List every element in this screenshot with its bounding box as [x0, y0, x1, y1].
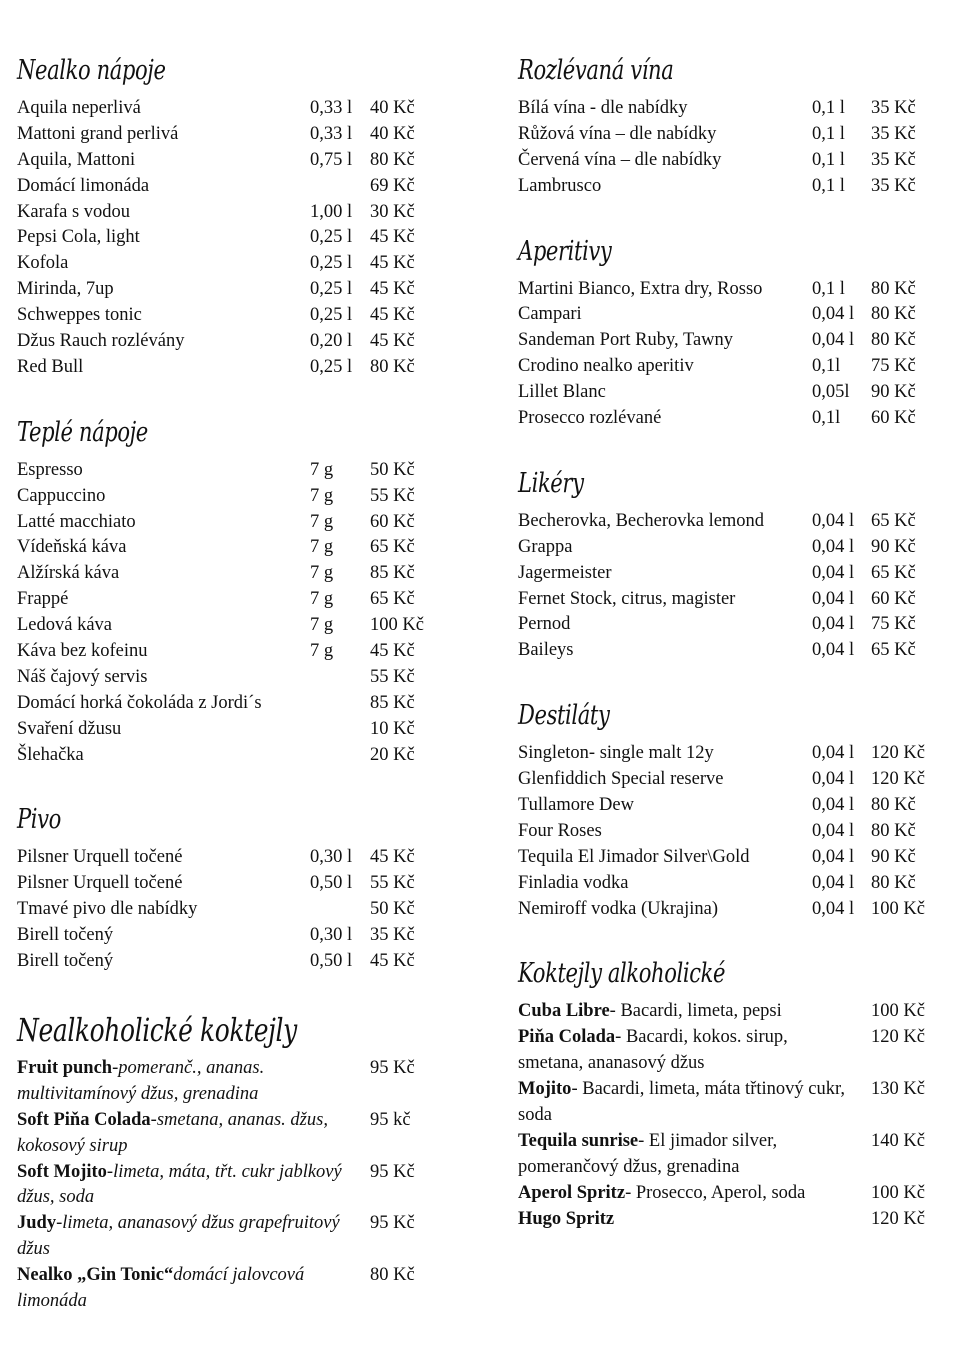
item-price: 65 Kč — [370, 537, 415, 558]
item-name: Crodino nealko aperitiv — [518, 356, 694, 377]
cocktail-name: Mojito — [518, 1079, 572, 1100]
cocktail-text — [17, 1263, 347, 1315]
menu-item — [518, 328, 948, 354]
item-volume: 0,30 l — [310, 847, 353, 868]
menu-item — [518, 612, 948, 638]
cocktail-description: - Prosecco, Aperol, soda — [625, 1182, 806, 1203]
menu-item — [17, 923, 457, 949]
item-name: Espresso — [17, 459, 83, 480]
right-column — [518, 52, 948, 1266]
menu-list — [17, 96, 457, 381]
cocktail-item — [518, 999, 948, 1025]
menu-item — [17, 561, 457, 587]
item-name: Domácí horká čokoláda z Jordi´s — [17, 692, 262, 713]
cocktail-item — [518, 1129, 948, 1181]
item-volume: 0,04 l — [812, 510, 855, 531]
item-name: Mattoni grand perlivá — [17, 123, 179, 144]
cocktail-price: 95 kč — [370, 1109, 411, 1130]
item-name: Tullamore Dew — [518, 795, 634, 816]
menu-item — [17, 122, 457, 148]
item-name: Frappé — [17, 589, 69, 610]
item-volume: 0,50 l — [310, 873, 353, 894]
item-price: 60 Kč — [370, 511, 415, 532]
section-likery — [518, 465, 948, 664]
cocktail-price: 120 Kč — [871, 1027, 925, 1048]
menu-item — [17, 458, 457, 484]
item-name: Lambrusco — [518, 175, 602, 196]
item-price: 20 Kč — [370, 744, 415, 765]
item-volume: 7 g — [310, 641, 334, 662]
item-price: 80 Kč — [871, 872, 916, 893]
cocktail-name: Aperol Spritz — [518, 1182, 626, 1203]
item-volume: 7 g — [310, 589, 334, 610]
menu-item — [17, 277, 457, 303]
cocktail-description: pomeranč., ananas. multivitamínový džus, grenadina — [17, 1057, 265, 1104]
menu-item — [17, 174, 457, 200]
item-name: Džus Rauch rozlévány — [17, 331, 185, 352]
item-volume: 0,04 l — [812, 795, 855, 816]
menu-item — [17, 484, 457, 510]
menu-item — [17, 225, 457, 251]
item-name: Aquila neperlivá — [17, 98, 141, 118]
menu-item — [17, 691, 457, 717]
item-price: 60 Kč — [871, 408, 916, 429]
item-name: Vídeňská káva — [17, 537, 127, 558]
item-volume: 0,04 l — [812, 536, 855, 557]
cocktail-price: 140 Kč — [871, 1131, 925, 1152]
item-price: 55 Kč — [370, 485, 415, 506]
cocktail-price: 95 Kč — [370, 1213, 415, 1234]
item-price: 35 Kč — [871, 175, 916, 196]
item-volume: 0,33 l — [310, 123, 353, 144]
cocktail-name: Soft Mojito — [17, 1161, 107, 1182]
item-price: 45 Kč — [370, 227, 415, 248]
item-price: 80 Kč — [871, 820, 916, 841]
item-price: 60 Kč — [871, 588, 916, 609]
menu-item — [17, 355, 457, 381]
cocktail-text — [518, 1207, 848, 1233]
section-title: Teplé nápoje — [17, 416, 148, 448]
cocktail-description: domácí jalovcová limonáda — [17, 1265, 305, 1312]
section-nealko — [17, 52, 457, 381]
item-name: Nemiroff vodka (Ukrajina) — [518, 898, 719, 919]
menu-item — [17, 743, 457, 769]
cocktail-price: 100 Kč — [871, 1182, 925, 1203]
cocktail-list — [518, 999, 948, 1232]
cocktail-text — [17, 1211, 347, 1263]
item-volume: 0,04 l — [812, 614, 855, 635]
menu-item — [518, 174, 948, 200]
menu-item — [17, 639, 457, 665]
cocktail-text — [518, 1077, 848, 1129]
cocktail-description: - Bacardi, kokos. sirup, smetana, ananasový džus — [518, 1027, 788, 1074]
item-volume: 0,04 l — [812, 872, 855, 893]
item-name: Baileys — [518, 640, 574, 661]
item-price: 45 Kč — [370, 331, 415, 352]
item-price: 90 Kč — [871, 536, 916, 557]
item-volume: 1,00 l — [310, 201, 353, 222]
item-name: Šlehačka — [17, 744, 84, 765]
section-title: Nealkoholické koktejly — [17, 1010, 297, 1049]
cocktail-price: 100 Kč — [871, 1001, 925, 1022]
cocktail-item — [17, 1108, 457, 1160]
section-title: Nealko nápoje — [17, 55, 166, 86]
menu-item — [17, 329, 457, 355]
menu-item — [17, 148, 457, 174]
menu-item — [518, 96, 948, 122]
item-name: Birell točený — [17, 951, 114, 972]
cocktail-name: Judy — [17, 1213, 57, 1234]
item-volume: 0,04 l — [812, 330, 855, 351]
item-name: Finladia vodka — [518, 872, 629, 893]
section-title: Koktejly alkoholické — [518, 958, 726, 990]
menu-item — [17, 949, 457, 975]
item-price: 80 Kč — [370, 149, 415, 170]
menu-item — [17, 251, 457, 277]
item-price: 55 Kč — [370, 666, 415, 687]
menu-list — [518, 741, 948, 922]
menu-list — [17, 845, 457, 974]
cocktail-name: Piňa Colada — [518, 1027, 616, 1048]
menu-item — [518, 741, 948, 767]
cocktail-text — [17, 1056, 347, 1108]
item-price: 10 Kč — [370, 718, 415, 739]
item-price: 100 Kč — [370, 615, 424, 636]
item-price: 45 Kč — [370, 279, 415, 300]
section-alk-koktejly — [518, 955, 948, 1232]
item-name: Alžírská káva — [17, 563, 120, 584]
item-price: 75 Kč — [871, 356, 916, 377]
item-volume: 0,25 l — [310, 227, 353, 248]
item-volume: 0,04 l — [812, 846, 855, 867]
menu-item — [518, 380, 948, 406]
item-price: 69 Kč — [370, 175, 415, 196]
section-title: Aperitivy — [518, 235, 612, 267]
cocktail-name: Nealko „Gin Tonic“ — [17, 1265, 174, 1286]
item-volume: 0,20 l — [310, 331, 353, 352]
item-price: 120 Kč — [871, 769, 925, 790]
cocktail-text — [518, 1025, 848, 1077]
item-price: 80 Kč — [871, 795, 916, 816]
menu-item — [518, 122, 948, 148]
item-name: Pernod — [518, 614, 571, 635]
item-price: 85 Kč — [370, 563, 415, 584]
item-name: Karafa s vodou — [17, 201, 131, 222]
item-volume: 0,1 l — [812, 278, 845, 299]
item-price: 80 Kč — [370, 356, 415, 377]
cocktail-item — [518, 1077, 948, 1129]
item-price: 35 Kč — [871, 98, 916, 118]
cocktail-separator: - — [56, 1213, 63, 1234]
menu-item — [518, 767, 948, 793]
item-price: 45 Kč — [370, 951, 415, 972]
section-nealk-koktejly — [17, 1008, 457, 1315]
cocktail-separator: - — [112, 1057, 119, 1078]
menu-item — [518, 354, 948, 380]
item-volume: 0,1 l — [812, 175, 845, 196]
item-price: 65 Kč — [871, 510, 916, 531]
menu-item — [518, 509, 948, 535]
section-title: Destiláty — [518, 700, 610, 732]
menu-item — [518, 897, 948, 923]
menu-list — [518, 277, 948, 432]
item-price: 100 Kč — [871, 898, 925, 919]
item-name: Ledová káva — [17, 615, 113, 636]
menu-item — [518, 302, 948, 328]
item-price: 35 Kč — [370, 925, 415, 946]
item-price: 35 Kč — [871, 149, 916, 170]
item-name: Svaření džusu — [17, 718, 122, 739]
cocktail-description: limeta, ananasový džus grapefruitový džus — [17, 1213, 340, 1260]
item-price: 65 Kč — [871, 640, 916, 661]
item-volume: 0,30 l — [310, 925, 353, 946]
cocktail-name: Soft Piňa Colada — [17, 1109, 151, 1130]
item-name: Kofola — [17, 253, 69, 274]
item-volume: 7 g — [310, 537, 334, 558]
item-price: 80 Kč — [871, 278, 916, 299]
item-price: 90 Kč — [871, 846, 916, 867]
cocktail-text — [17, 1160, 347, 1212]
item-volume: 7 g — [310, 511, 334, 532]
item-price: 55 Kč — [370, 873, 415, 894]
menu-item — [17, 845, 457, 871]
cocktail-item — [17, 1211, 457, 1263]
menu-item — [17, 535, 457, 561]
item-name: Pilsner Urquell točené — [17, 873, 183, 894]
item-price: 40 Kč — [370, 98, 415, 118]
cocktail-description: limeta, máta, třt. cukr jablkový džus, soda — [17, 1161, 342, 1208]
item-price: 45 Kč — [370, 253, 415, 274]
item-price: 65 Kč — [871, 562, 916, 583]
menu-item — [518, 406, 948, 432]
item-volume: 0,1l — [812, 356, 841, 377]
item-volume: 0,04 l — [812, 562, 855, 583]
section-destilaty — [518, 697, 948, 922]
item-volume: 0,1 l — [812, 149, 845, 170]
item-volume: 0,1 l — [812, 98, 845, 118]
cocktail-price: 95 Kč — [370, 1161, 415, 1182]
item-name: Fernet Stock, citrus, magister — [518, 588, 736, 609]
item-volume: 0,04 l — [812, 898, 855, 919]
item-name: Aquila, Mattoni — [17, 149, 136, 170]
menu-list — [518, 509, 948, 664]
item-volume: 0,75 l — [310, 149, 353, 170]
item-volume: 0,25 l — [310, 356, 353, 377]
cocktail-item — [518, 1181, 948, 1207]
item-volume: 0,04 l — [812, 588, 855, 609]
menu-item — [518, 277, 948, 303]
menu-item — [17, 303, 457, 329]
cocktail-name: Hugo Spritz — [518, 1208, 615, 1229]
item-name: Růžová vína – dle nabídky — [518, 123, 717, 144]
item-price: 45 Kč — [370, 847, 415, 868]
item-name: Lillet Blanc — [518, 382, 606, 403]
cocktail-name: Cuba Libre — [518, 1001, 610, 1022]
section-teple — [17, 414, 457, 769]
item-name: Four Roses — [518, 820, 602, 841]
item-name: Červená vína – dle nabídky — [518, 149, 722, 170]
item-name: Tmavé pivo dle nabídky — [17, 899, 198, 920]
item-volume: 0,04 l — [812, 743, 855, 764]
item-volume: 0,1l — [812, 408, 841, 429]
item-volume: 7 g — [310, 485, 334, 506]
item-name: Schweppes tonic — [17, 305, 142, 326]
item-volume: 7 g — [310, 459, 334, 480]
menu-item — [518, 561, 948, 587]
item-name: Becherovka, Becherovka lemond — [518, 510, 765, 531]
item-name: Bílá vína - dle nabídky — [518, 98, 688, 118]
item-name: Mirinda, 7up — [17, 279, 114, 300]
section-title: Pivo — [17, 804, 61, 836]
item-name: Campari — [518, 304, 582, 325]
menu-item — [518, 819, 948, 845]
cocktail-item — [518, 1025, 948, 1077]
cocktail-price: 130 Kč — [871, 1079, 925, 1100]
item-volume: 0,33 l — [310, 98, 353, 118]
menu-item — [518, 535, 948, 561]
menu-list — [17, 458, 457, 769]
cocktail-price: 95 Kč — [370, 1057, 415, 1078]
item-price: 50 Kč — [370, 459, 415, 480]
item-price: 35 Kč — [871, 123, 916, 144]
menu-item — [17, 96, 457, 122]
cocktail-item — [17, 1160, 457, 1212]
cocktail-separator: - — [150, 1109, 157, 1130]
item-price: 80 Kč — [871, 330, 916, 351]
item-name: Domácí limonáda — [17, 175, 150, 196]
cocktail-item — [17, 1056, 457, 1108]
section-title: Likéry — [518, 467, 584, 499]
item-price: 120 Kč — [871, 743, 925, 764]
menu-item — [17, 665, 457, 691]
item-volume: 7 g — [310, 563, 334, 584]
item-name: Glenfiddich Special reserve — [518, 769, 724, 790]
menu-item — [17, 717, 457, 743]
menu-list — [518, 96, 948, 200]
item-price: 45 Kč — [370, 305, 415, 326]
cocktail-text — [518, 1129, 848, 1181]
item-name: Singleton- single malt 12y — [518, 743, 714, 764]
menu-item — [17, 871, 457, 897]
item-name: Prosecco rozlévané — [518, 408, 662, 429]
item-name: Jagermeister — [518, 562, 612, 583]
item-name: Sandeman Port Ruby, Tawny — [518, 330, 734, 351]
item-price: 90 Kč — [871, 382, 916, 403]
cocktail-description: - Bacardi, limeta, pepsi — [609, 1001, 782, 1022]
item-name: Pepsi Cola, light — [17, 227, 140, 248]
item-price: 85 Kč — [370, 692, 415, 713]
menu-item — [518, 845, 948, 871]
section-pivo — [17, 801, 457, 974]
menu-item — [518, 638, 948, 664]
cocktail-description: - El jimador silver, pomerančový džus, grenadina — [518, 1131, 778, 1177]
left-column — [17, 52, 457, 1348]
item-name: Latté macchiato — [17, 511, 136, 532]
menu-item — [518, 871, 948, 897]
item-name: Birell točený — [17, 925, 114, 946]
cocktail-name: Fruit punch — [17, 1057, 113, 1078]
menu-item — [518, 148, 948, 174]
item-volume: 0,50 l — [310, 951, 353, 972]
item-volume: 0,04 l — [812, 769, 855, 790]
cocktail-description: - Bacardi, limeta, máta třtinový cukr, soda — [518, 1079, 846, 1126]
item-price: 45 Kč — [370, 641, 415, 662]
cocktail-price: 80 Kč — [370, 1265, 415, 1286]
cocktail-text — [518, 1181, 848, 1207]
menu-item — [17, 587, 457, 613]
item-price: 75 Kč — [871, 614, 916, 635]
menu-item — [17, 510, 457, 536]
cocktail-item — [518, 1207, 948, 1233]
item-volume: 0,04 l — [812, 640, 855, 661]
item-name: Martini Bianco, Extra dry, Rosso — [518, 278, 763, 299]
item-price: 80 Kč — [871, 304, 916, 325]
item-volume: 0,25 l — [310, 305, 353, 326]
section-title: Rozlévaná vína — [518, 55, 674, 86]
cocktail-price: 120 Kč — [871, 1208, 925, 1229]
item-price: 30 Kč — [370, 201, 415, 222]
item-volume: 0,25 l — [310, 253, 353, 274]
menu-item — [17, 897, 457, 923]
section-vina — [518, 52, 948, 200]
item-volume: 0,25 l — [310, 279, 353, 300]
item-name: Pilsner Urquell točené — [17, 847, 183, 868]
item-name: Grappa — [518, 536, 573, 557]
menu-item — [518, 587, 948, 613]
cocktail-description: smetana, ananas. džus, kokosový sirup — [17, 1109, 328, 1156]
cocktail-text — [518, 999, 848, 1025]
cocktail-text — [17, 1108, 347, 1160]
item-volume: 0,04 l — [812, 304, 855, 325]
item-name: Káva bez kofeinu — [17, 641, 148, 662]
section-aperitivy — [518, 233, 948, 432]
item-name: Red Bull — [17, 356, 84, 377]
cocktail-item — [17, 1263, 457, 1315]
item-price: 65 Kč — [370, 589, 415, 610]
item-volume: 7 g — [310, 615, 334, 636]
item-name: Cappuccino — [17, 485, 106, 506]
item-name: Tequila El Jimador Silver\Gold — [518, 846, 750, 867]
cocktail-separator: - — [106, 1161, 114, 1182]
item-volume: 0,05l — [812, 382, 850, 403]
cocktail-name: Tequila sunrise — [518, 1131, 639, 1152]
menu-item — [17, 200, 457, 226]
item-price: 40 Kč — [370, 123, 415, 144]
menu-item — [17, 613, 457, 639]
cocktail-list — [17, 1056, 457, 1315]
menu-item — [518, 793, 948, 819]
item-price: 50 Kč — [370, 899, 415, 920]
item-volume: 0,1 l — [812, 123, 845, 144]
item-volume: 0,04 l — [812, 820, 855, 841]
item-name: Náš čajový servis — [17, 666, 148, 687]
